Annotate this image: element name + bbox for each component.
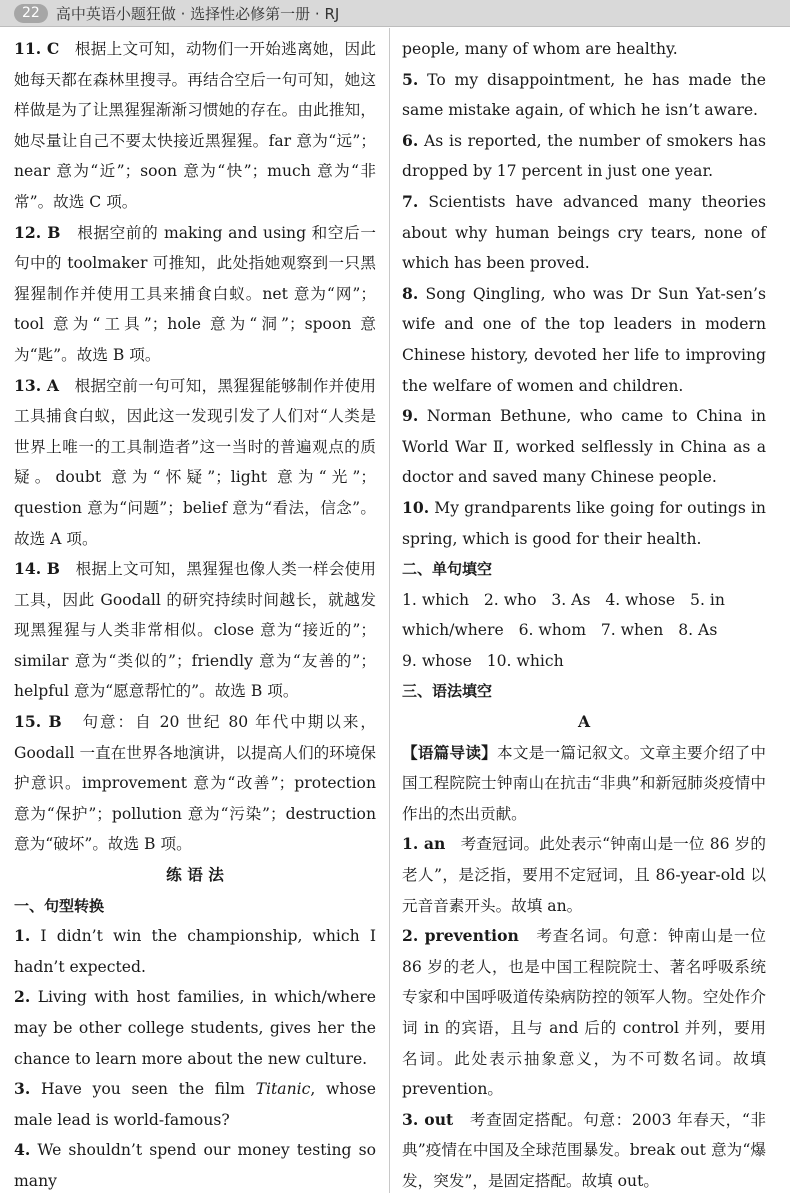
grammar-answer-1: 1. an 考查冠词。此处表示“钟南山是一位 86 岁的老人”，是泛指，要用不定冠词，且 86-year-old 以元音音素开头。故填 an。 [402, 834, 766, 915]
grammar-answer-2: 2. prevention 考查名词。句意：钟南山是一位 86 岁的老人，也是中国工程院院士、著名呼吸系统专家和中国呼吸道传染病防控的领军人物。空处作介词 in 的宾语，且与 and 后的 control 并列，要用名词。此处表示抽象意义，为不可数名词。故填 prevention。 [402, 926, 766, 1099]
sentence-7: 7. Scientists have advanced many theories about why human beings cry tears, none of which has been proved. [402, 191, 766, 273]
part3-title: 三、语法填空 [402, 682, 493, 701]
page-number: 22 [14, 4, 48, 23]
fill-answers-line-2: which/where 6. whom 7. when 8. As [402, 621, 718, 640]
sentence-5: 5. To my disappointment, he has made the same mistake again, of which he isn’t aware. [402, 69, 766, 120]
answer-11: 11. C 根据上文可知，动物们一开始逃离她，因此她每天都在森林里搜寻。再结合空后一句可知，她这样做是为了让黑猩猩渐渐习惯她的存在。由此推知，她尽量让自己不要太快接近黑猩猩。far 意为“远”；near 意为“近”；soon 意为“快”；much 意为“非常”。故选 C 项。 [14, 39, 376, 211]
grammar-answer-3: 3. out 考查固定搭配。句意：2003 年春天，“非典”疫情在中国及全球范围暴发。break out 意为“爆发，突发”，是固定搭配。故填 out。 [402, 1109, 766, 1190]
part2-title: 二、单句填空 [402, 560, 493, 579]
answer-13: 13. A 根据空前一句可知，黑猩猩能够制作并使用工具捕食白蚁，因此这一发现引发了人们对“人类是世界上唯一的工具制造者”这一当时的普遍观点的质疑。doubt 意为“怀疑”；light 意为“光”；question 意为“问题”；belief 意为“看法，信念”。故选 A 项。 [14, 375, 376, 548]
page-header [0, 0, 790, 27]
right-column [402, 34, 766, 1197]
book-title: 高中英语小题狂做 · 选择性必修第一册 · RJ [55, 4, 340, 23]
passage-label: A [577, 712, 591, 732]
sentence-4-continued: people, many of whom are healthy. [402, 40, 678, 58]
left-column [14, 34, 376, 1197]
part1-title: 一、句型转换 [14, 896, 105, 915]
fill-answers-line-3: 9. whose 10. which [402, 651, 564, 670]
sentence-6: 6. As is reported, the number of smokers has dropped by 17 percent in just one year. [402, 130, 766, 181]
sentence-4: 4. We shouldn’t spend our money testing so many [14, 1140, 376, 1190]
reading-guide: 【语篇导读】本文是一篇记叙文。文章主要介绍了中国工程院院士钟南山在抗击“非典”和新冠肺炎疫情中作出的杰出贡献。 [402, 742, 766, 823]
section-title: 练 语 法 [166, 865, 224, 885]
sentence-2: 2. Living with host families, in which/where may be other college students, gives her the chance to learn more about the new culture. [14, 987, 376, 1068]
sentence-10: 10. My grandparents like going for outings in spring, which is good for their health. [402, 497, 766, 548]
sentence-8: 8. Song Qingling, who was Dr Sun Yat-sen’s wife and one of the top leaders in modern Chinese history, devoted her life to improving the welfare of women and children. [402, 283, 766, 395]
sentence-9: 9. Norman Bethune, who came to China in World War Ⅱ, worked selflessly in China as a doctor and saved many Chinese people. [402, 406, 766, 487]
column-divider [389, 28, 390, 1193]
answer-14: 14. B 根据上文可知，黑猩猩也像人类一样会使用工具，因此 Goodall 的研究持续时间越长，就越发现黑猩猩与人类非常相似。close 意为“接近的”；similar 意为“类似的”；friendly 意为“友善的”；helpful 意为“愿意帮忙的”。故选 B 项。 [14, 559, 376, 701]
sentence-1: 1. I didn’t win the championship, which I hadn’t expected. [14, 926, 376, 976]
answer-12: 12. B 根据空前的 making and using 和空后一句中的 toolmaker 可推知，此处指她观察到一只黑猩猩制作并使用工具来捕食白蚁。net 意为“网”；tool 意为“工具”；hole 意为“洞”；spoon 意为“匙”。故选 B 项。 [14, 222, 376, 364]
sentence-3: 3. Have you seen the film Titanic, whose male lead is world-famous? [14, 1079, 376, 1129]
fill-answers-line-1: 1. which 2. who 3. As 4. whose 5. in [402, 590, 725, 609]
answer-15: 15. B 句意：自 20 世纪 80 年代中期以来，Goodall 一直在世界各地演讲，以提高人们的环境保护意识。improvement 意为“改善”；protection 意为“保护”；pollution 意为“污染”；destruction 意为“破坏”。故选 B 项。 [14, 712, 376, 854]
